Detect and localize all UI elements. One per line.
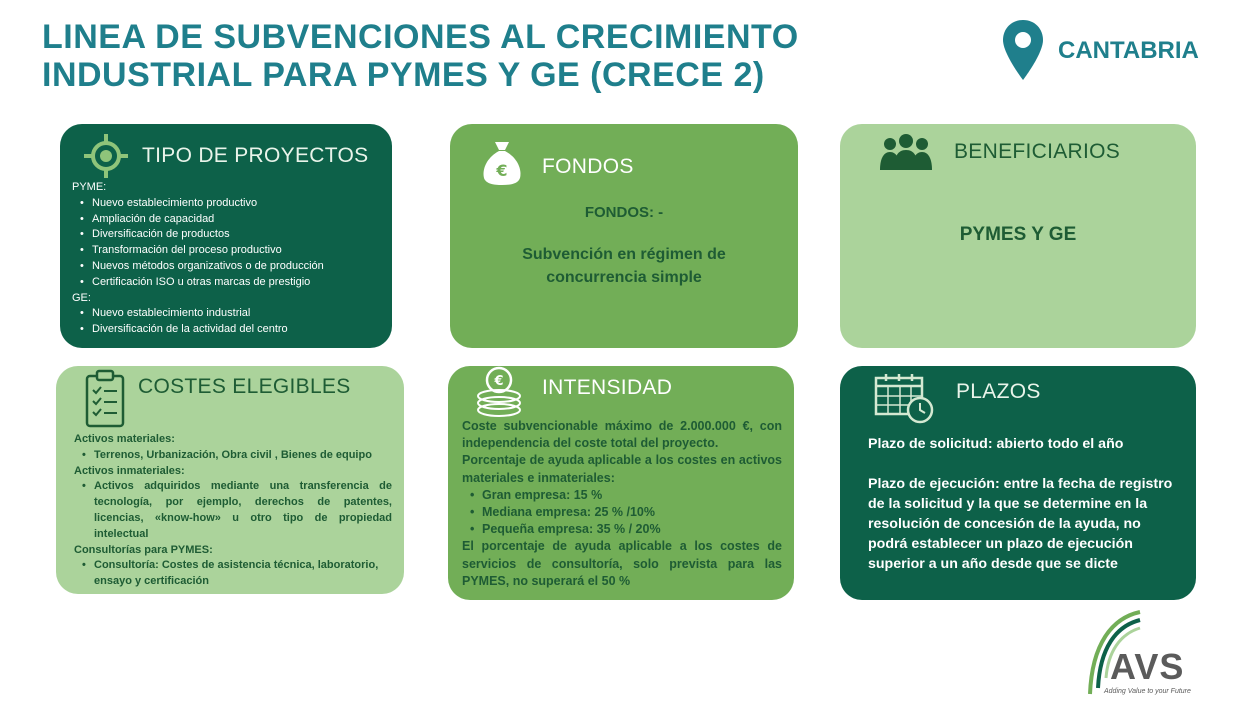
plazo-solicitud: Plazo de solicitud: abierto todo el año xyxy=(868,436,1124,452)
list-item: • Ampliación de capacidad xyxy=(80,212,388,228)
intensidad-list xyxy=(462,487,782,539)
materiales-list xyxy=(74,448,392,464)
list-item: • Consultoría: Costes de asistencia técnica, laboratorio, ensayo y certificación xyxy=(82,558,392,590)
list-item: • Diversificación de productos xyxy=(80,227,388,243)
list-item: • Gran empresa: 15 % xyxy=(470,487,782,504)
ge-label: GE: xyxy=(72,291,91,304)
avs-logo xyxy=(1082,608,1212,700)
pyme-label: PYME: xyxy=(72,181,107,193)
page-title-line1: LINEA DE SUBVENCIONES AL CRECIMIENTO xyxy=(42,18,799,56)
materiales-label: Activos materiales: xyxy=(74,433,175,445)
clipboard-icon xyxy=(84,368,126,428)
logo-text: AVS xyxy=(1110,646,1185,687)
target-icon xyxy=(82,132,130,180)
fondos-desc-line1: Subvención en régimen de xyxy=(522,246,726,263)
consultoria-list xyxy=(74,558,392,590)
calendar-clock-icon xyxy=(874,372,936,424)
beneficiarios-title: BENEFICIARIOS xyxy=(954,140,1121,163)
inmateriales-list xyxy=(74,479,392,542)
costes-card xyxy=(56,366,404,594)
list-item: • Terrenos, Urbanización, Obra civil , Bienes de equipo xyxy=(82,448,392,464)
group-icon xyxy=(878,132,934,172)
list-item: • Certificación ISO u otras marcas de prestigio xyxy=(80,275,388,291)
plazo-ejecucion: Plazo de ejecución: entre la fecha de registro de la solicitud y la que se determine en la resolución de concesión de la ayuda, no podrá establecer un plazo de ejecución superior a un año desde que se dicte xyxy=(868,476,1173,572)
intensidad-title: INTENSIDAD xyxy=(542,376,673,399)
region-header xyxy=(1000,18,1199,84)
fondos-card xyxy=(450,124,798,348)
list-item: • Nuevo establecimiento industrial xyxy=(80,306,388,322)
pyme-list xyxy=(72,196,388,291)
page-title xyxy=(42,18,842,94)
fondos-amount: FONDOS: - xyxy=(584,204,664,221)
plazos-card xyxy=(840,366,1196,600)
intensidad-p2: Porcentaje de ayuda aplicable a los costes en activos materiales e inmateriales: xyxy=(462,453,782,485)
costes-title: COSTES ELEGIBLES xyxy=(138,375,351,398)
list-item: • Transformación del proceso productivo xyxy=(80,243,388,259)
beneficiarios-value: PYMES Y GE xyxy=(959,224,1077,245)
list-item: • Diversificación de la actividad del centro xyxy=(80,322,388,338)
intensidad-p3: El porcentaje de ayuda aplicable a los costes de servicios de consultoría, solo prevista para las PYMES, no superará el 50 % xyxy=(462,539,782,588)
tipo-proyectos-card xyxy=(60,124,392,348)
ge-list xyxy=(72,306,388,338)
list-item: • Nuevo establecimiento productivo xyxy=(80,196,388,212)
list-item: • Activos adquiridos mediante una transferencia de tecnología, por ejemplo, derechos de patentes, licencias, «know-how» u otro tipo de propiedad intelectual xyxy=(82,479,392,542)
page-title-line2: INDUSTRIAL PARA PYMES Y GE (CRECE 2) xyxy=(42,56,765,94)
inmateriales-label: Activos inmateriales: xyxy=(74,464,185,477)
list-item: • Nuevos métodos organizativos o de producción xyxy=(80,259,388,275)
intensidad-p1: Coste subvencionable máximo de 2.000.000 €, con independencia del coste total del proyecto. xyxy=(462,419,782,451)
intensidad-card xyxy=(448,366,794,600)
beneficiarios-card xyxy=(840,124,1196,348)
list-item: • Pequeña empresa: 35 % / 20% xyxy=(470,521,782,538)
money-bag-icon xyxy=(480,138,524,186)
svg-text:€: € xyxy=(496,161,508,180)
fondos-title: FONDOS xyxy=(542,155,634,178)
list-item: • Mediana empresa: 25 % /10% xyxy=(470,504,782,521)
plazos-title: PLAZOS xyxy=(956,380,1041,403)
tipo-proyectos-title: TIPO DE PROYECTOS xyxy=(142,144,369,167)
coins-icon xyxy=(474,366,524,418)
svg-text:€: € xyxy=(494,374,504,389)
region-label: CANTABRIA xyxy=(1058,37,1199,64)
location-pin-icon xyxy=(1000,18,1046,84)
logo-tagline: Adding Value to your Future xyxy=(1104,688,1191,695)
consultoria-label: Consultorías para PYMES: xyxy=(74,543,213,556)
fondos-desc-line2: concurrencia simple xyxy=(546,269,702,286)
